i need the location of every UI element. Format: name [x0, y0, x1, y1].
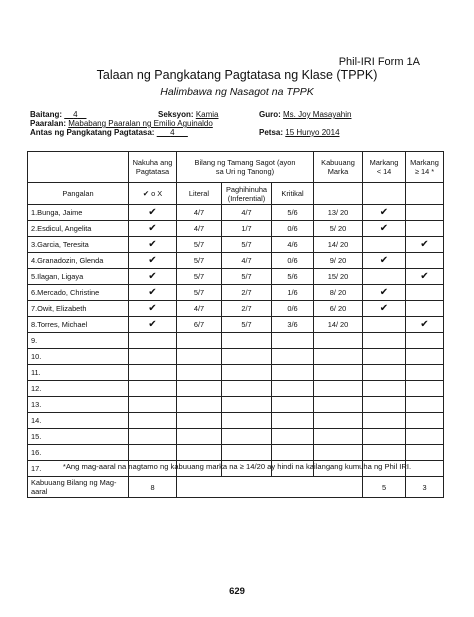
footnote: *Ang mag-aaral na nagtamo ng kabuuang marka na ≥ 14/20 ay hindi na kailangang kumuha ng Phil IRI.: [62, 462, 412, 471]
cell-kritikal: [272, 413, 314, 429]
totals-ge14: 3: [406, 477, 444, 498]
cell-kabuuan-text: 9/ 20: [329, 256, 347, 265]
cell-literal-text: 4/7: [193, 304, 205, 313]
cell-name-text: 9.: [31, 336, 38, 345]
paaralan-label: Paaralan:: [30, 119, 67, 128]
check-icon: ✔: [148, 286, 157, 298]
cell-kritikal: [272, 349, 314, 365]
cell-name-text: 6.Mercado, Christine: [31, 288, 100, 297]
cell-ge14: [406, 397, 444, 413]
cell-nakuha: [129, 445, 177, 461]
cell-paghihinuha: [222, 205, 272, 221]
cell-kabuuan: [314, 381, 363, 397]
cell-kabuuan-text: 8/ 20: [329, 288, 347, 297]
cell-nakuha: [129, 285, 177, 301]
cell-name-text: 12.: [31, 384, 42, 393]
cell-kritikal: [272, 253, 314, 269]
header-blank-ge14: [406, 183, 444, 205]
cell-paghihinuha: [222, 445, 272, 461]
cell-kritikal-text: 0/6: [287, 304, 298, 313]
cell-name-text: 8.Torres, Michael: [31, 320, 88, 329]
cell-name: [28, 445, 129, 461]
cell-kritikal-text: 1/6: [287, 288, 298, 297]
cell-name: [28, 237, 129, 253]
cell-nakuha: [129, 397, 177, 413]
page-title: Talaan ng Pangkatang Pagtatasa ng Klase (TPPK): [96, 68, 378, 82]
cell-kabuuan-text: 14/ 20: [327, 240, 349, 249]
cell-lt14: [363, 333, 406, 349]
cell-kritikal: [272, 445, 314, 461]
header-kabuuang-marka: Kabuuang Marka: [314, 152, 363, 183]
cell-kritikal: [272, 429, 314, 445]
petsa-line: [259, 128, 340, 137]
cell-name: [28, 365, 129, 381]
cell-name-text: 17.: [31, 464, 42, 473]
cell-ge14: [406, 205, 444, 221]
cell-kritikal: [272, 285, 314, 301]
cell-name: [28, 285, 129, 301]
cell-lt14: [363, 381, 406, 397]
table-row: [28, 301, 444, 317]
form-id: Phil-IRI Form 1A: [338, 56, 420, 68]
header-kritikal: Kritikal: [272, 183, 314, 205]
cell-ge14: [406, 413, 444, 429]
cell-literal: [177, 333, 222, 349]
cell-literal: [177, 205, 222, 221]
check-icon: ✔: [420, 270, 429, 282]
cell-literal-text: 5/7: [193, 288, 205, 297]
cell-name-text: 11.: [31, 368, 41, 377]
cell-name: [28, 301, 129, 317]
cell-name: [28, 413, 129, 429]
check-icon: ✔: [148, 238, 157, 250]
cell-kabuuan: [314, 285, 363, 301]
table-row: [28, 445, 444, 461]
table-row: [28, 429, 444, 445]
cell-name-text: 3.Garcia, Teresita: [31, 240, 89, 249]
page-number: 629: [229, 586, 245, 597]
cell-literal: [177, 317, 222, 333]
cell-kabuuan: [314, 349, 363, 365]
cell-name-text: 4.Granadozin, Glenda: [31, 256, 104, 265]
check-icon: ✔: [420, 318, 429, 330]
cell-name-text: 10.: [31, 352, 42, 361]
cell-ge14: [406, 221, 444, 237]
cell-ge14: [406, 445, 444, 461]
cell-lt14: [363, 285, 406, 301]
cell-ge14: [406, 253, 444, 269]
cell-kabuuan: [314, 253, 363, 269]
header-pangalan: Pangalan: [28, 183, 129, 205]
table-row: [28, 333, 444, 349]
antas-line: [30, 128, 188, 137]
cell-ge14: [406, 349, 444, 365]
cell-lt14: [363, 269, 406, 285]
cell-paghihinuha: [222, 221, 272, 237]
cell-name: [28, 429, 129, 445]
table-row: [28, 285, 444, 301]
cell-paghihinuha: [222, 397, 272, 413]
totals-blank: [177, 477, 363, 498]
header-row-2: [28, 183, 444, 205]
cell-ge14: [406, 317, 444, 333]
header-blank-lt14: [363, 183, 406, 205]
cell-paghihinuha: [222, 317, 272, 333]
cell-kabuuan-text: 15/ 20: [327, 272, 349, 281]
cell-kabuuan: [314, 317, 363, 333]
check-icon: ✔: [148, 206, 157, 218]
cell-kabuuan: [314, 413, 363, 429]
cell-kabuuan: [314, 365, 363, 381]
table-row: [28, 397, 444, 413]
cell-name: [28, 397, 129, 413]
totals-lt14: 5: [363, 477, 406, 498]
seksyon-label: Seksyon:: [158, 110, 194, 119]
header-nakuha: Nakuha ang Pagtatasa: [129, 152, 177, 183]
cell-ge14: [406, 381, 444, 397]
check-icon: ✔: [148, 270, 157, 282]
cell-paghihinuha-text: 2/7: [241, 304, 252, 313]
cell-name: [28, 349, 129, 365]
cell-kritikal-text: 0/6: [287, 224, 298, 233]
cell-kabuuan-text: 5/ 20: [329, 224, 347, 233]
cell-kritikal: [272, 365, 314, 381]
cell-kritikal: [272, 317, 314, 333]
baitang-label: Baitang:: [30, 110, 62, 119]
cell-name: [28, 317, 129, 333]
cell-literal: [177, 237, 222, 253]
cell-nakuha: [129, 205, 177, 221]
baitang-value: 4: [73, 110, 78, 119]
header-paghihinuha: Paghihinuha (Inferential): [222, 183, 272, 205]
cell-paghihinuha-text: 1/7: [241, 224, 252, 233]
cell-paghihinuha: [222, 253, 272, 269]
cell-lt14: [363, 253, 406, 269]
table-row: [28, 205, 444, 221]
cell-lt14: [363, 429, 406, 445]
cell-nakuha: [129, 429, 177, 445]
cell-paghihinuha-text: 5/7: [241, 240, 252, 249]
table-row: [28, 221, 444, 237]
check-icon: ✔: [379, 206, 389, 218]
cell-literal: [177, 365, 222, 381]
header-row-1: [28, 152, 444, 183]
header-check-or-x: ✔ o X: [129, 183, 177, 205]
cell-name-text: 2.Esdicul, Angelita: [31, 224, 92, 233]
cell-kabuuan: [314, 205, 363, 221]
table-row: [28, 381, 444, 397]
cell-kabuuan: [314, 429, 363, 445]
antas-label: Antas ng Pangkatang Pagtatasa:: [30, 128, 155, 137]
check-icon: ✔: [379, 286, 389, 298]
cell-name-text: 5.Ilagan, Ligaya: [31, 272, 84, 281]
page-subtitle: Halimbawa ng Nasagot na TPPK: [160, 86, 314, 98]
cell-kritikal: [272, 381, 314, 397]
cell-paghihinuha-text: 5/7: [241, 272, 252, 281]
cell-ge14: [406, 269, 444, 285]
table-row: [28, 365, 444, 381]
cell-name: [28, 381, 129, 397]
cell-ge14: [406, 333, 444, 349]
paaralan-line: [30, 119, 213, 128]
check-icon: ✔: [148, 302, 157, 314]
cell-kritikal: [272, 237, 314, 253]
cell-kritikal-text: 5/6: [287, 208, 298, 217]
cell-literal: [177, 397, 222, 413]
cell-paghihinuha-text: 4/7: [241, 256, 252, 265]
cell-name: [28, 205, 129, 221]
cell-literal: [177, 349, 222, 365]
check-icon: ✔: [379, 302, 389, 314]
cell-lt14: [363, 413, 406, 429]
check-icon: ✔: [379, 222, 389, 234]
check-icon: ✔: [379, 254, 389, 266]
check-icon: ✔: [148, 222, 157, 234]
cell-paghihinuha: [222, 381, 272, 397]
table-row: [28, 317, 444, 333]
cell-ge14: [406, 365, 444, 381]
cell-ge14: [406, 301, 444, 317]
cell-kritikal: [272, 221, 314, 237]
cell-name-text: 1.Bunga, Jaime: [31, 208, 83, 217]
cell-kabuuan: [314, 301, 363, 317]
cell-kabuuan: [314, 333, 363, 349]
check-icon: ✔: [420, 238, 429, 250]
cell-paghihinuha: [222, 349, 272, 365]
table-row: [28, 269, 444, 285]
cell-paghihinuha: [222, 301, 272, 317]
header-literal: Literal: [177, 183, 222, 205]
cell-name-text: 13.: [31, 400, 42, 409]
cell-paghihinuha-text: 4/7: [241, 208, 252, 217]
cell-nakuha: [129, 413, 177, 429]
cell-paghihinuha: [222, 413, 272, 429]
cell-literal: [177, 269, 222, 285]
cell-kabuuan: [314, 237, 363, 253]
cell-name-text: 7.Owit, Elizabeth: [31, 304, 87, 313]
cell-nakuha: [129, 381, 177, 397]
cell-lt14: [363, 237, 406, 253]
cell-literal-text: 5/7: [193, 240, 205, 249]
cell-name-text: 15.: [31, 432, 42, 441]
cell-kritikal-text: 0/6: [287, 256, 298, 265]
cell-lt14: [363, 221, 406, 237]
cell-name: [28, 221, 129, 237]
cell-name: [28, 333, 129, 349]
petsa-value: 15 Hunyo 2014: [285, 128, 340, 137]
cell-kritikal-text: 3/6: [287, 320, 298, 329]
cell-lt14: [363, 397, 406, 413]
cell-literal: [177, 429, 222, 445]
cell-name-text: 16.: [31, 448, 42, 457]
cell-nakuha: [129, 237, 177, 253]
cell-nakuha: [129, 349, 177, 365]
table-row: [28, 349, 444, 365]
cell-kabuuan-text: 14/ 20: [327, 320, 349, 329]
cell-literal: [177, 381, 222, 397]
cell-paghihinuha: [222, 365, 272, 381]
guro-line: [259, 110, 351, 119]
cell-paghihinuha: [222, 269, 272, 285]
cell-kabuuan-text: 13/ 20: [327, 208, 349, 217]
guro-label: Guro:: [259, 110, 281, 119]
cell-lt14: [363, 365, 406, 381]
cell-lt14: [363, 317, 406, 333]
cell-kritikal: [272, 333, 314, 349]
cell-ge14: [406, 237, 444, 253]
cell-literal-text: 5/7: [193, 272, 205, 281]
cell-kabuuan-text: 6/ 20: [329, 304, 347, 313]
cell-kritikal: [272, 205, 314, 221]
tppk-table: [27, 151, 444, 498]
check-icon: ✔: [148, 318, 157, 330]
baitang-line: [30, 110, 86, 119]
cell-lt14: [363, 205, 406, 221]
cell-paghihinuha: [222, 285, 272, 301]
cell-kabuuan: [314, 269, 363, 285]
totals-nakuha: 8: [129, 477, 177, 498]
cell-paghihinuha-text: 2/7: [241, 288, 252, 297]
seksyon-value: Kamia: [195, 110, 219, 119]
cell-kritikal: [272, 301, 314, 317]
cell-literal-text: 4/7: [193, 224, 205, 233]
cell-nakuha: [129, 221, 177, 237]
cell-literal-text: 4/7: [193, 208, 205, 217]
cell-name-text: 14.: [31, 416, 42, 425]
cell-lt14: [363, 301, 406, 317]
cell-kabuuan: [314, 221, 363, 237]
check-icon: ✔: [148, 254, 157, 266]
cell-literal-text: 5/7: [193, 256, 205, 265]
cell-nakuha: [129, 253, 177, 269]
header-bilang: Bilang ng Tamang Sagot (ayon sa Uri ng Tanong): [177, 152, 314, 183]
cell-lt14: [363, 349, 406, 365]
table-row: [28, 413, 444, 429]
cell-paghihinuha-text: 5/7: [241, 320, 252, 329]
cell-nakuha: [129, 365, 177, 381]
table-row: [28, 253, 444, 269]
seksyon-line: [158, 110, 219, 119]
totals-row: [28, 477, 444, 498]
cell-literal: [177, 301, 222, 317]
cell-paghihinuha: [222, 237, 272, 253]
cell-kabuuan: [314, 445, 363, 461]
cell-kritikal-text: 5/6: [287, 272, 298, 281]
cell-kritikal-text: 4/6: [287, 240, 298, 249]
cell-ge14: [406, 429, 444, 445]
cell-ge14: [406, 285, 444, 301]
cell-literal: [177, 445, 222, 461]
header-blank-cell: [28, 152, 129, 183]
cell-nakuha: [129, 269, 177, 285]
cell-literal: [177, 221, 222, 237]
cell-paghihinuha: [222, 429, 272, 445]
cell-kritikal: [272, 269, 314, 285]
cell-nakuha: [129, 301, 177, 317]
cell-nakuha: [129, 317, 177, 333]
cell-literal: [177, 253, 222, 269]
table-row: [28, 237, 444, 253]
paaralan-value: Mababang Paaralan ng Emilio Aguinaldo: [68, 119, 213, 128]
cell-kabuuan: [314, 397, 363, 413]
cell-name: [28, 253, 129, 269]
totals-label: Kabuuang Bilang ng Mag-aaral: [28, 477, 129, 498]
header-markang-lt14: Markang < 14: [363, 152, 406, 183]
antas-value: 4: [170, 128, 175, 137]
cell-literal: [177, 413, 222, 429]
header-markang-ge14: Markang ≥ 14 *: [406, 152, 444, 183]
student-rows: [28, 205, 444, 477]
cell-paghihinuha: [222, 333, 272, 349]
guro-value: Ms. Joy Masayahin: [283, 110, 352, 119]
petsa-label: Petsa:: [259, 128, 284, 137]
header-blank-kabuuan: [314, 183, 363, 205]
cell-name: [28, 269, 129, 285]
cell-literal: [177, 285, 222, 301]
cell-kritikal: [272, 397, 314, 413]
cell-lt14: [363, 445, 406, 461]
cell-literal-text: 6/7: [193, 320, 205, 329]
cell-nakuha: [129, 333, 177, 349]
